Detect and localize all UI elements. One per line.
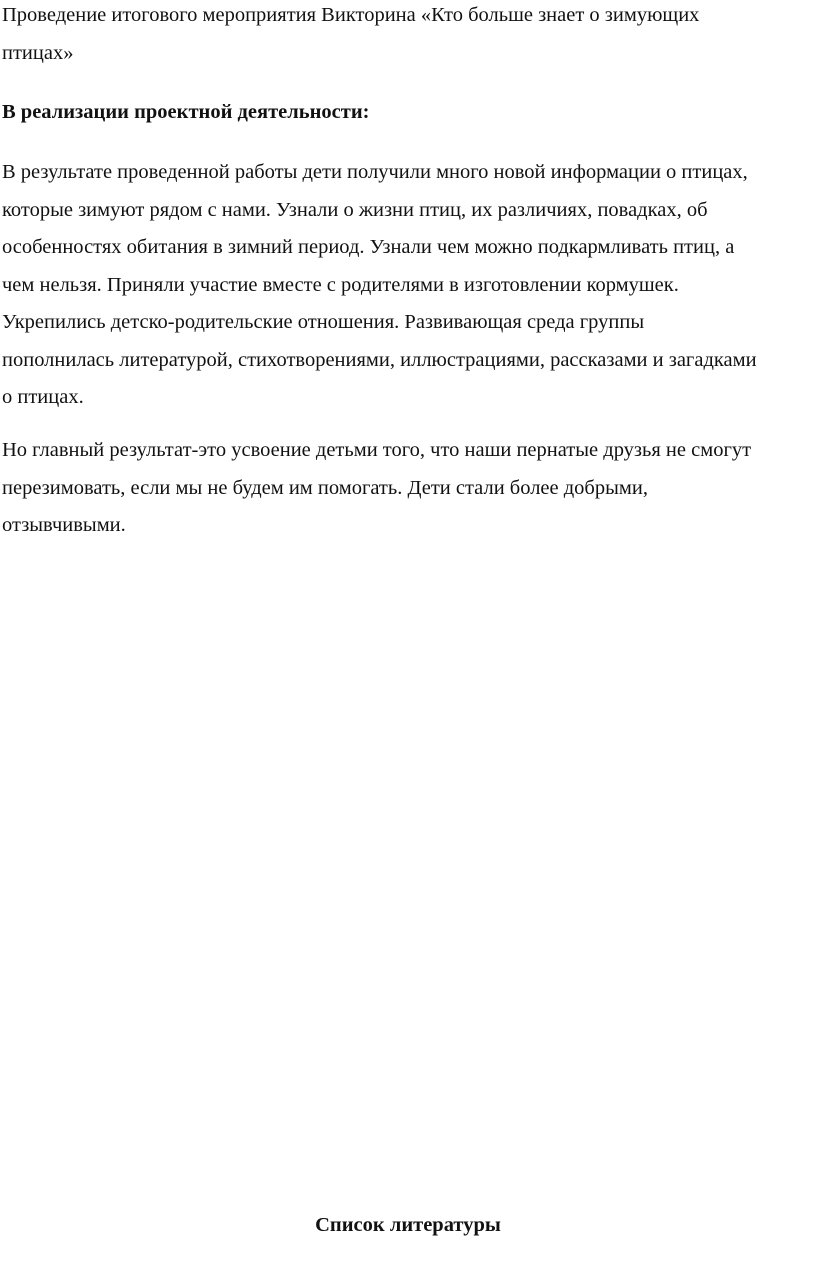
result-line: чем нельзя. Приняли участие вместе с родителями в изготовлении кормушек. <box>2 273 679 296</box>
main-result-line: отзывчивыми. <box>2 514 126 536</box>
result-paragraph <box>2 154 816 417</box>
references-heading: Список литературы <box>315 1214 501 1236</box>
intro-paragraph <box>2 0 816 72</box>
result-line: Укрепились детско-родительские отношения. Развивающая среда группы <box>2 311 645 333</box>
intro-line: птицах» <box>2 41 74 64</box>
result-line: пополнилась литературой, стихотворениями, иллюстрациями, рассказами и загадками <box>2 348 757 371</box>
intro-line: Проведение итогового мероприятия Викторина «Кто больше знает о зимующих <box>2 4 700 26</box>
result-line: о птицах. <box>2 386 84 408</box>
main-result-paragraph <box>2 432 816 545</box>
section-heading: В реализации проектной деятельности: <box>2 101 370 123</box>
result-line: которые зимуют рядом с нами. Узнали о жизни птиц, их различиях, повадках, об <box>2 198 708 221</box>
result-line: особенностях обитания в зимний период. Узнали чем можно подкармливать птиц, а <box>2 236 735 258</box>
main-result-line: Но главный результат-это усвоение детьми того, что наши пернатые друзья не смогут <box>2 439 752 461</box>
main-result-line: перезимовать, если мы не будем им помогать. Дети стали более добрыми, <box>2 476 648 499</box>
result-line: В результате проведенной работы дети получили много новой информации о птицах, <box>2 161 748 183</box>
